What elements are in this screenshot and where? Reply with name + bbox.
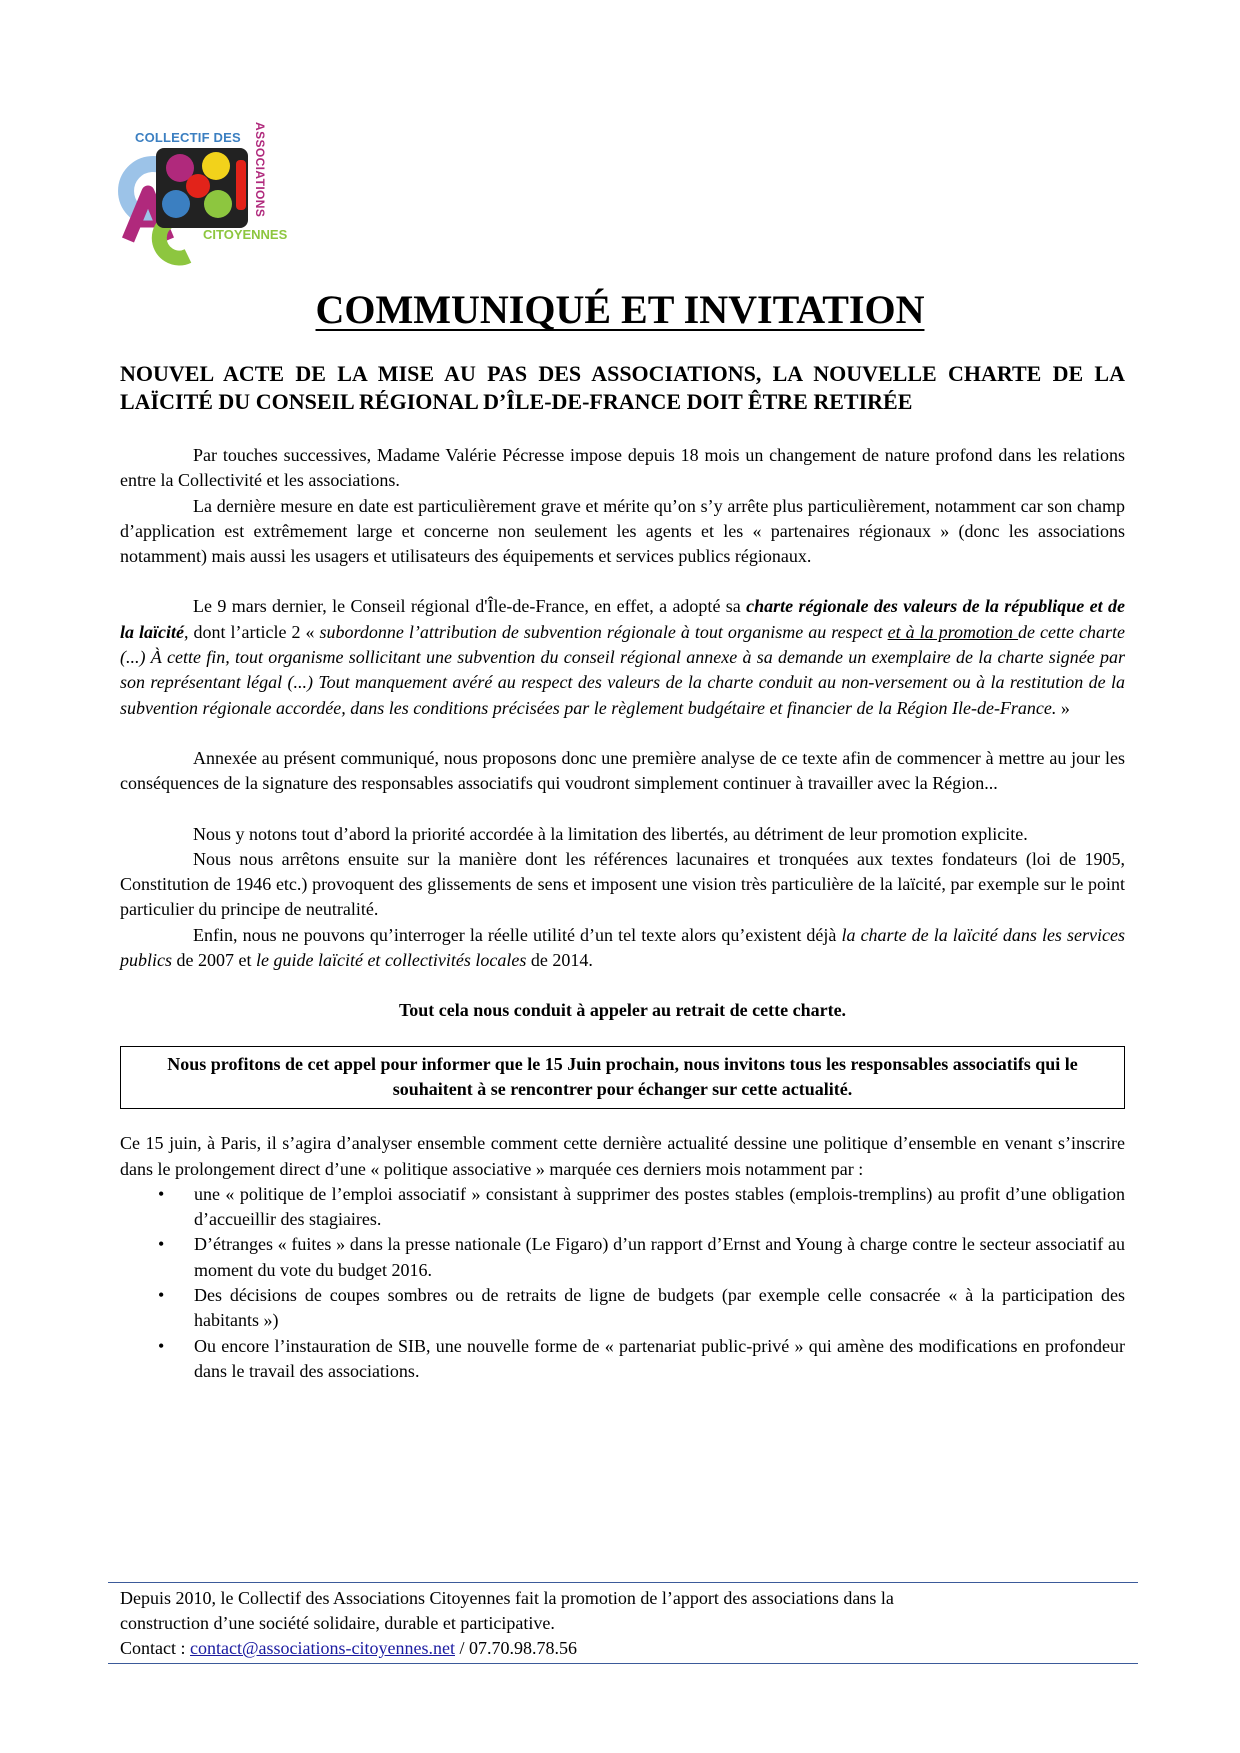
paragraph-intro: Par touches successives, Madame Valérie Pécresse impose depuis 18 mois un changement de nature profond dans les relations entre la Collectivité et les associations.: [120, 445, 1125, 491]
charter-title: charte régionale des valeurs de la république et de la laïcité: [120, 596, 1125, 642]
list-item: • D’étranges « fuites » dans la presse nationale (Le Figaro) d’un rapport d’Ernst and Young à charge contre le secteur associatif au moment du vote du budget 2016.: [120, 1232, 1125, 1283]
logo-side-label: ASSOCIATIONS: [253, 122, 267, 218]
paragraph-charter-adoption: [120, 594, 1125, 720]
invitation-box: Nous profitons de cet appel pour informer que le 15 Juin prochain, nous invitons tous les responsables associatifs qui le souhaitent à se rencontrer pour échanger sur cette actualité.: [120, 1046, 1125, 1110]
charter-quote-b: de cette charte (...) À cette fin, tout organisme sollicitant une subvention du conseil régional annexe à sa demande un exemplaire de la charte signée par son représentant légal (...) Tout manquement avéré au respect des valeurs de la charte conduit au non-versement ou à la restitution de la subvention régionale accordée, dans les conditions précisées par le règlement budgétaire et financier de la Région Ile-de-France.: [120, 621, 1125, 718]
footer: [108, 1582, 1138, 1664]
charter-mid-text: , dont l’article 2 «: [184, 621, 320, 642]
contact-email-link[interactable]: contact@associations-citoyennes.net: [190, 1638, 455, 1658]
paragraph-priority: Nous y notons tout d’abord la priorité accordée à la limitation des libertés, au détriment de leur promotion explicite.: [193, 823, 1028, 844]
logo-top-label: COLLECTIF DES: [135, 130, 241, 145]
charter-quote-end: »: [1056, 697, 1070, 718]
policy-bullet-list: [120, 1182, 1125, 1384]
list-item: • Ou encore l’instauration de SIB, une nouvelle forme de « partenariat public-privé » qui amène des modifications en profondeur dans le travail des associations.: [120, 1334, 1125, 1385]
utility-text-e: de 2014.: [526, 950, 593, 971]
footer-line-2: construction d’une société solidaire, durable et participative.: [120, 1613, 555, 1633]
charter-quote-a: subordonne l’attribution de subvention régionale à tout organisme au respect: [319, 621, 888, 642]
logo-bottom-label: CITOYENNES: [203, 227, 288, 242]
paragraph-annex-analysis: Annexée au présent communiqué, nous proposons donc une première analyse de ce texte afin de commencer à mettre au jour les conséquences de la signature des responsables associatifs qui voudront simplement continuer à travailler avec la Région...: [120, 747, 1125, 794]
contact-phone: / 07.70.98.78.56: [455, 1638, 578, 1658]
paragraph-references: Nous nous arrêtons ensuite sur la manière dont les références lacunaires et tronquées aux textes fondateurs (loi de 1905, Constitution de 1946 etc.) provoquent des glissements de sens et imposent une vision très particulière de la laïcité, par exemple sur le point particulier du principe de neutralité.: [120, 848, 1125, 920]
paragraph-utility: [120, 923, 1125, 974]
document-title-text: COMMUNIQUÉ ET INVITATION: [315, 287, 925, 332]
document-title: [0, 286, 1240, 334]
footer-line-1: Depuis 2010, le Collectif des Associations Citoyennes fait la promotion de l’apport des associations dans la: [120, 1588, 894, 1608]
charter-quote-underlined: et à la promotion: [887, 621, 1018, 642]
utility-text-a: Enfin, nous ne pouvons qu’interroger la réelle utilité d’un tel texte alors qu’existent déjà: [193, 924, 842, 945]
conclusion-statement: Tout cela nous conduit à appeler au retrait de cette charte.: [398, 1000, 847, 1021]
list-item: • Des décisions de coupes sombres ou de retraits de ligne de budgets (par exemple celle consacrée « à la participation des habitants »): [120, 1283, 1125, 1334]
document-subtitle: NOUVEL ACTE DE LA MISE AU PAS DES ASSOCIATIONS, LA NOUVELLE CHARTE DE LA LAÏCITÉ DU CONSEIL RÉGIONAL D’ÎLE-DE-FRANCE DOIT ÊTRE RETIRÉE: [120, 361, 1125, 414]
association-logo: [118, 120, 308, 270]
document-body: [120, 443, 1125, 1384]
charter-intro-text: Le 9 mars dernier, le Conseil régional d'Île-de-France, en effet, a adopté sa: [193, 596, 747, 617]
utility-text-c: de 2007 et: [172, 950, 256, 971]
paragraph-meeting-intro: Ce 15 juin, à Paris, il s’agira d’analyser ensemble comment cette dernière actualité dessine une politique d’ensemble en venant s’inscrire dans le prolongement direct d’une « politique associative » marquée ces derniers mois notamment par :: [120, 1133, 1125, 1179]
list-item: • une « politique de l’emploi associatif » consistant à supprimer des postes stables (emplois-tremplins) au profit d’une obligation d’accueillir des stagiaires.: [120, 1182, 1125, 1233]
contact-label: Contact :: [120, 1638, 190, 1658]
paragraph-latest-measure: La dernière mesure en date est particulièrement grave et mérite qu’on s’y arrête plus particulièrement, notamment car son champ d’application est extrêmement large et concerne non seulement les agents et les « partenaires régionaux » (donc les associations notamment) mais aussi les usagers et utilisateurs des équipements et services publics régionaux.: [120, 495, 1125, 567]
utility-guide-2014: le guide laïcité et collectivités locales: [255, 950, 527, 971]
hands-icon: [156, 148, 248, 228]
utility-charter-2007: la charte de la laïcité dans les services publics: [120, 924, 1125, 971]
footer-contact: [120, 1636, 1126, 1661]
